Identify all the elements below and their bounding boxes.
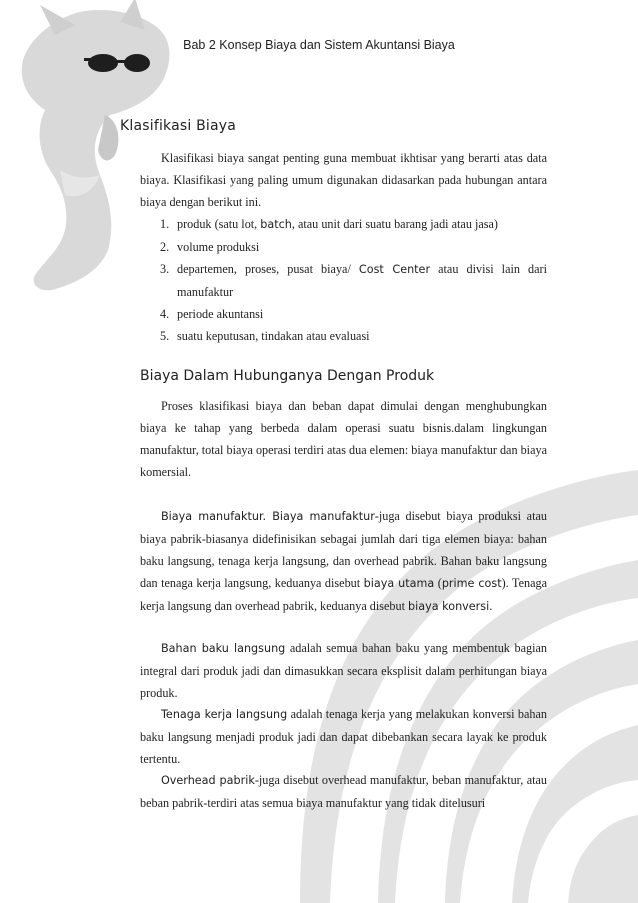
classification-list xyxy=(140,213,547,347)
list-item-term: batch xyxy=(260,218,292,231)
text-segment: -juga disebut biaya produksi atau biaya pabrik-biasanya didefinisikan sebagai jumlah dari tiga elemen biaya: bahan baku langsung, tenaga kerja langsung, dan overhead pabrik. Bahan baku langsung dan tenaga kerja langsung, keduanya disebut xyxy=(140,509,547,590)
list-item xyxy=(140,236,547,258)
text-segment: adalah semua bahan baku yang membentuk bagian integral dari produk jadi dan dimasukkan secara eksplisit dalam perhitungan biaya produk. xyxy=(140,641,547,700)
paragraph-text xyxy=(140,505,547,618)
list-item-text: volume produksi xyxy=(177,240,260,254)
list-item-text: departemen, proses, pusat biaya/ xyxy=(177,262,359,276)
paragraph-proses xyxy=(140,395,547,483)
term-biaya-utama: biaya utama xyxy=(363,577,435,590)
paragraph-text xyxy=(140,703,547,770)
section-heading-biaya-produk: Biaya Dalam Hubunganya Dengan Produk xyxy=(140,368,435,384)
text-segment: ( xyxy=(434,576,442,590)
intro-text: Klasifikasi biaya sangat penting guna membuat ikhtisar yang berarti atas data biaya. Klasifikasi yang paling umum digunakan didasarkan pada hubungan antara biaya dengan berikut ini. xyxy=(140,151,547,209)
section-heading-klasifikasi: Klasifikasi Biaya xyxy=(120,118,237,134)
list-item xyxy=(140,325,547,347)
term-overhead-pabrik: Overhead pabrik xyxy=(161,774,255,787)
text-segment: ). Tenaga kerja langsung dan overhead pabrik, keduanya disebut xyxy=(140,576,547,613)
term-biaya-manufaktur: Biaya manufaktur. Biaya manufaktur xyxy=(161,510,375,523)
term-bahan-baku-langsung: Bahan baku langsung xyxy=(161,642,286,655)
term-tenaga-kerja-langsung: Tenaga kerja langsung xyxy=(161,708,288,721)
paragraph-text xyxy=(140,637,547,704)
list-item xyxy=(140,258,547,303)
page-header: Bab 2 Konsep Biaya dan Sistem Akuntansi Biaya xyxy=(183,38,455,52)
text-segment: -juga disebut overhead manufaktur, beban manufaktur, atau beban pabrik-terdiri atas semua biaya manufaktur yang tidak ditelusuri xyxy=(140,773,548,810)
list-item xyxy=(140,213,547,236)
paragraph-overhead xyxy=(140,769,547,814)
text-segment: . xyxy=(489,599,493,613)
list-item-term: Cost Center xyxy=(358,263,431,276)
term-biaya-konversi: biaya konversi xyxy=(408,600,490,613)
list-item-number: 1. xyxy=(160,217,170,231)
list-item-text-after: , atau unit dari suatu barang jadi atau jasa) xyxy=(291,217,498,231)
paragraph-bahan-baku xyxy=(140,637,547,704)
list-item-text: produk (satu lot, xyxy=(177,217,261,231)
list-item-text: suatu keputusan, tindakan atau evaluasi xyxy=(177,329,370,343)
list-item-number: 3. xyxy=(160,262,170,276)
list-item-text: periode akuntansi xyxy=(177,307,264,321)
paragraph-text xyxy=(140,769,547,814)
list-item xyxy=(140,303,547,325)
intro-paragraph xyxy=(140,147,547,213)
list-item-text-after: atau divisi lain dari manufaktur xyxy=(177,262,547,299)
paragraph-tenaga-kerja xyxy=(140,703,547,770)
term-prime-cost: prime cost xyxy=(441,577,502,590)
text-segment: adalah tenaga kerja yang melakukan konversi bahan baku langsung menjadi produk jadi dan dapat dibebankan secara layak ke produk tertentu. xyxy=(140,707,547,766)
list-item-number: 2. xyxy=(160,240,170,254)
paragraph-biaya-manufaktur xyxy=(140,505,547,618)
list-item-number: 5. xyxy=(160,329,170,343)
paragraph-text: Proses klasifikasi biaya dan beban dapat dimulai dengan menghubungkan biaya ke tahap yang berbeda dalam operasi suatu bisnis.dalam lingkungan manufaktur, total biaya operasi terdiri atas dua elemen: biaya manufaktur dan biaya komersial. xyxy=(140,399,547,479)
list-item-number: 4. xyxy=(160,307,170,321)
